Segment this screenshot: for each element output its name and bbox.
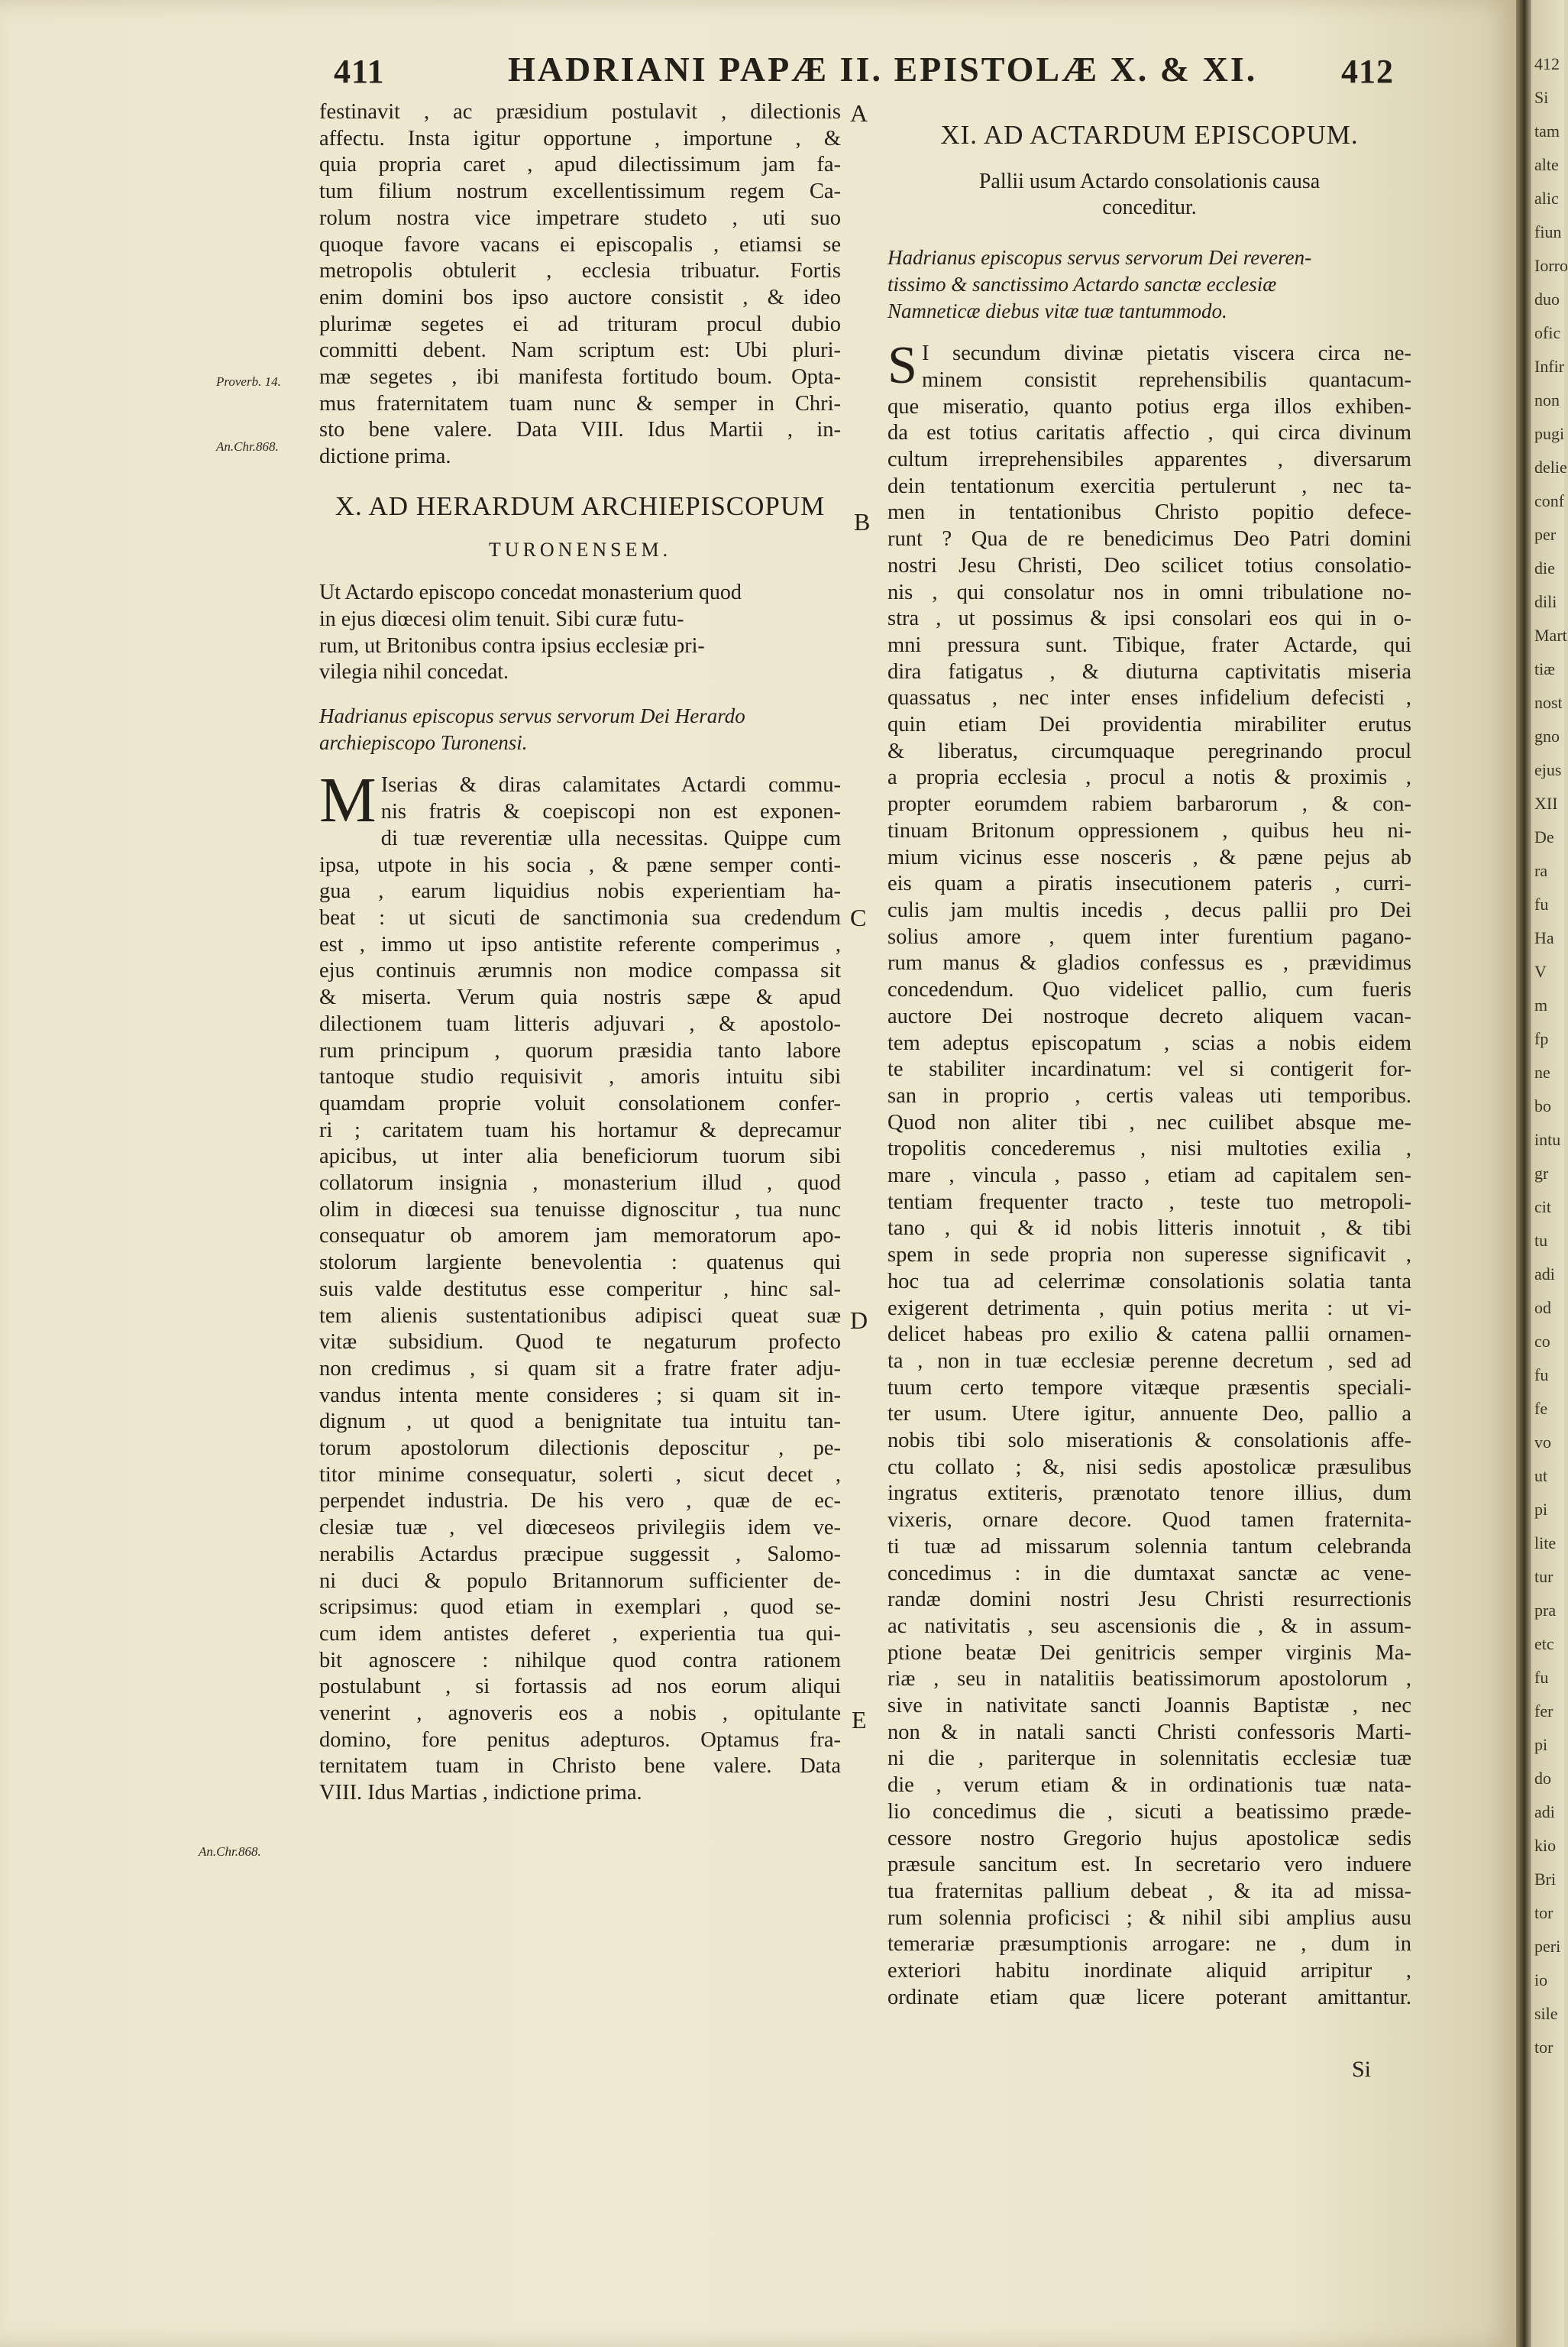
next-page-fragment: tiæ [1534, 659, 1555, 678]
next-page-fragment: sile [1534, 2004, 1558, 2023]
text-line: ejus continuis ærumnis non modice compassa sit [319, 959, 841, 983]
next-page-fragment: Iorro [1534, 256, 1568, 275]
next-page-fragment: fu [1534, 1365, 1549, 1384]
next-page-fragment: per [1534, 525, 1557, 544]
text-line: mni pressura sunt. Tibique, frater Actarde, qui [887, 633, 1411, 657]
next-page-fragment: Ha [1534, 928, 1554, 947]
text-line: mare , vincula , passo , etiam ad capitalem sen- [887, 1164, 1411, 1188]
text-line: tua fraternitas pallium debeat , & ita ad missa- [887, 1879, 1411, 1903]
next-page-fragment: gno [1534, 727, 1560, 746]
next-page-fragment: duo [1534, 290, 1560, 309]
text-line: committi debent. Nam scriptum est: Ubi pluri- [319, 338, 841, 363]
next-page-fragment: etc [1534, 1634, 1554, 1653]
text-line: vixeris, ornare decore. Quod tamen fraternita- [887, 1508, 1411, 1533]
next-page-fragment: delie [1534, 458, 1567, 477]
text-line: nis , qui consolatur nos in omni tribulatione no- [887, 580, 1411, 604]
next-page-fragment: ut [1534, 1466, 1548, 1485]
text-line: auctore Dei nostroque decreto aliquem vacan- [887, 1004, 1411, 1028]
text-line: runt ? Qua de re benedicimus Deo Patri domini [887, 527, 1411, 552]
text-line: tropolitis concederemus , nisi multoties exilia , [887, 1137, 1411, 1161]
text-line: cessore nostro Gregorio hujus apostolicæ sedis [887, 1826, 1411, 1850]
letter-x-salutation [319, 703, 841, 756]
salutation-line: Hadrianus episcopus servus servorum Dei Herardo [319, 704, 745, 728]
text-line: apicibus, ut inter alia beneficiorum tuorum sibi [319, 1144, 841, 1169]
next-page-fragment: Mart [1534, 626, 1567, 645]
left-column [319, 99, 841, 1807]
next-page-fragment: co [1534, 1332, 1550, 1351]
text-line: ri ; caritatem tuam his hortamur & deprecamur [319, 1118, 841, 1142]
text-line: eis quam a piratis insecutionem pateris , curri- [887, 872, 1411, 896]
text-line: ti tuæ ad missarum solennia tantum celebranda [887, 1534, 1411, 1559]
next-page-fragment: do [1534, 1769, 1551, 1788]
text-line: sto bene valere. Data VIII. Idus Martii , in- [319, 418, 841, 442]
next-page-edge [1531, 0, 1568, 2347]
next-page-fragment: ne [1534, 1063, 1550, 1082]
next-page-fragment: alte [1534, 155, 1559, 174]
text-line: mus fraternitatem tuam nunc & semper in Chri- [319, 391, 841, 416]
salutation-line: Namneticæ diebus vitæ tuæ tantummodo. [887, 299, 1227, 322]
next-page-fragment: De [1534, 827, 1554, 847]
text-line: tano , qui & id nobis litteris innotuit , & tibi [887, 1216, 1411, 1241]
text-line: men in tentationibus Christo popitio defece- [887, 500, 1411, 525]
text-line: postulabunt , si fortassis ad nos eorum aliqui [319, 1675, 841, 1699]
text-line: & liberatus, circumquaque peregrinando procul [887, 739, 1411, 763]
right-page-number: 412 [1341, 53, 1394, 90]
text-line: ter usum. Utere igitur, annuente Deo, pallio a [887, 1402, 1411, 1426]
letter-xi-dropcap: S [887, 336, 917, 396]
next-page-fragment: pugi [1534, 424, 1565, 443]
text-line: præsule sancitum est. In secretario vero induere [887, 1853, 1411, 1877]
text-line: stolorum largiente benevolentia : quatenus qui [319, 1251, 841, 1275]
text-line: ac nativitatis , seu ascensionis die , & in assum- [887, 1614, 1411, 1638]
text-line: minem consistit reprehensibilis quantacum- [921, 367, 1411, 392]
next-page-fragment: V [1534, 962, 1547, 981]
next-page-fragment: io [1534, 1970, 1548, 1989]
letter-xi-salutation [887, 244, 1411, 324]
text-line: a propria ecclesia , procul a notis & proximis , [887, 766, 1411, 790]
text-line: culis jam multis incedis , decus pallii pro Dei [887, 898, 1411, 922]
text-line: que miseratio, quanto potius erga illos exhiben- [887, 394, 1411, 419]
text-line: dein tentationum exercitia pertulerunt , nec ta- [887, 474, 1411, 498]
text-line: san in proprio , certis valeas uti temporibus. [887, 1083, 1411, 1108]
text-line: solius amore , quem inter furentium pagano- [887, 924, 1411, 949]
text-line: da est totius caritatis affectio , qui circa divinum [887, 421, 1411, 445]
text-line: metropolis obtulerit , ecclesia tribuatur. Fortis [319, 259, 841, 283]
text-line: ingratus extiteris, prænotato tenore illius, dum [887, 1481, 1411, 1506]
next-page-fragment: tam [1534, 121, 1560, 141]
left-page-number: 411 [334, 53, 385, 90]
letter-xi-body [887, 336, 1411, 2011]
next-page-fragment: tor [1534, 1903, 1553, 1922]
text-line: randæ domini nostri Jesu Christi resurrectionis [887, 1588, 1411, 1612]
text-line: tuum certo tempore vitæque præsentis speciali- [887, 1375, 1411, 1400]
text-line: bit agnoscere : nihilque quod contra rationem [319, 1648, 841, 1672]
text-line: scripsimus: quod etiam in exemplari , quod se- [319, 1595, 841, 1620]
text-line: tum filium nostrum excellentissimum regem Ca- [319, 180, 841, 204]
text-line: ipsa, utpote in his socia , & pæne semper conti- [319, 853, 841, 877]
text-line: non credimus , si quam sit a fratre frater adju- [319, 1356, 841, 1381]
next-page-fragment: alic [1534, 189, 1559, 208]
text-line: quoque favore vacans ei episcopalis , etiamsi se [319, 232, 841, 257]
letter-ix-ending [319, 99, 841, 471]
section-letter-e: E [852, 1706, 867, 1734]
text-line: riæ , seu in natalitiis beatissimorum apostolorum , [887, 1667, 1411, 1691]
text-line: quamdam proprie voluit consolationem confer- [319, 1091, 841, 1115]
text-line: tem alienis sustentationibus adipisci queat suæ [319, 1303, 841, 1328]
margin-note-year: An.Chr.868. [216, 439, 279, 454]
text-line: collatorum insignia , monasterium illud , quod [319, 1171, 841, 1196]
text-line: ctu collato ; &, nisi sedis apostolicæ præsulibus [887, 1455, 1411, 1479]
text-line: & miserta. Verum quia nostris sæpe & apud [319, 986, 841, 1010]
text-line: spem in sede propria non superesse significavit , [887, 1243, 1411, 1267]
text-line: temerariæ præsumptionis arrogare: ne , dum in [887, 1932, 1411, 1957]
text-line: tentiam frequenter tracto , teste tuo metropoli- [887, 1190, 1411, 1214]
text-line: affectu. Insta igitur opportune , importune , & [319, 126, 841, 151]
letter-x-heading-sub: TURONENSEM. [488, 538, 672, 561]
next-page-fragment: tu [1534, 1231, 1548, 1250]
text-line: enim domini bos ipso auctore consistit , & ideo [319, 285, 841, 309]
text-line: clesiæ tuæ , vel diœceseos privilegiis idem ve- [319, 1516, 841, 1540]
text-line: hoc tua ad celerrimæ consolationis solatia tanta [887, 1269, 1411, 1293]
catchword: Si [1352, 2057, 1372, 2082]
next-page-fragment: tor [1534, 2038, 1553, 2057]
text-line: gua , earum liquidius nobis experientiam ha- [319, 879, 841, 904]
salutation-line: Hadrianus episcopus servus servorum Dei reveren- [887, 246, 1312, 270]
text-line: dilectionem tuam litteris adjuvari , & apostolo- [319, 1012, 841, 1036]
next-page-fragment: peri [1534, 1937, 1561, 1956]
next-page-fragment: m [1534, 995, 1548, 1015]
running-header-title: HADRIANI PAPÆ II. EPISTOLÆ X. & XI. [508, 50, 1258, 89]
next-page-fragment: vo [1534, 1432, 1551, 1452]
right-column [887, 122, 1411, 2012]
next-page-fragment: fer [1534, 1701, 1553, 1721]
text-line: est , immo ut ipso antistite referente comperimus , [319, 932, 841, 957]
summary-line: in ejus diœcesi olim tenuit. Sibi curæ futu- [319, 607, 684, 631]
next-page-fragment: bo [1534, 1096, 1551, 1115]
next-page-fragment: dili [1534, 592, 1557, 611]
next-page-fragment: fiun [1534, 222, 1562, 241]
next-page-fragment: fp [1534, 1029, 1549, 1048]
next-page-fragment: ra [1534, 861, 1548, 880]
text-line: nerabilis Actardus præcipue suggessit , Salomo- [319, 1542, 841, 1566]
next-page-fragment: pi [1534, 1735, 1548, 1754]
next-page-fragment: adi [1534, 1264, 1555, 1284]
next-page-fragment: 412 [1534, 54, 1560, 73]
letter-x-body [319, 765, 841, 1806]
next-page-fragment: lite [1534, 1533, 1557, 1552]
next-page-fragment: fe [1534, 1399, 1548, 1418]
next-page-fragment: gr [1534, 1164, 1549, 1183]
text-line: die , verum etiam & in ordinationis tuæ nata- [887, 1773, 1411, 1798]
summary-line: conceditur. [1102, 196, 1197, 220]
text-line: beat : ut sicuti de sanctimonia sua credendum [319, 905, 841, 930]
text-line: cum idem antistes deferet , experientia tua qui- [319, 1621, 841, 1646]
next-page-fragment: die [1534, 558, 1555, 578]
text-line: torum apostolorum dilectionis deposcitur , pe- [319, 1436, 841, 1461]
text-line: festinavit , ac præsidium postulavit , dilectionis [319, 100, 841, 124]
text-line: concedimus : in die dumtaxat sanctæ ac vene- [887, 1561, 1411, 1585]
letter-x-dropcap: M [319, 765, 377, 837]
text-line: quin etiam Dei providentia mirabiliter erutus [887, 713, 1411, 737]
text-line: sive in nativitate sancti Joannis Baptistæ , nec [887, 1694, 1411, 1718]
letter-x-heading: X. AD HERARDUM ARCHIEPISCOPUM [335, 490, 826, 521]
section-letter-b: B [854, 508, 871, 536]
next-page-fragment: nost [1534, 693, 1563, 712]
letter-x-summary [319, 580, 841, 686]
text-line: domino, fore penitus adepturos. Optamus fra- [319, 1727, 841, 1752]
text-line: stra , ut possimus & ipsi consolari eos qui in o- [887, 607, 1411, 631]
text-line: tantoque studio requisivit , amoris intuitu sibi [319, 1065, 841, 1089]
text-line: suis valde destitutus esse comperitur , hinc sal- [319, 1277, 841, 1301]
section-letter-a: A [850, 99, 868, 127]
next-page-fragment: XII [1534, 794, 1558, 813]
text-line: propter eorumdem rabiem barbarorum , & con- [887, 792, 1411, 817]
text-line: nobis tibi solo miserationis & consolationis affe- [887, 1429, 1411, 1453]
text-line: venerint , agnoveris eos a nobis , opitulante [319, 1701, 841, 1726]
margin-note-year: An.Chr.868. [199, 1844, 261, 1859]
next-page-fragment: pi [1534, 1500, 1548, 1519]
text-line: VIII. Idus Martias , indictione prima. [319, 1781, 642, 1805]
text-line: di tuæ reverentiæ ulla necessitas. Quippe cum [380, 826, 841, 850]
text-line: exteriori habitu inordinate aliquid arripitur , [887, 1959, 1411, 1983]
summary-line: Pallii usum Actardo consolationis causa [978, 169, 1321, 193]
text-line: tinuam Britonum oppressionem , quibus heu ni- [887, 818, 1411, 843]
next-page-fragment: adi [1534, 1802, 1555, 1821]
next-page-fragment: tur [1534, 1567, 1553, 1586]
margin-note-proverb: Proverb. 14. [216, 374, 281, 389]
text-line: lio concedimus die , sicuti a beatissimo præde- [887, 1799, 1411, 1824]
text-line: rum manus & gladios confessus es , prævidimus [887, 951, 1411, 976]
text-line: rum solennia proficisci ; & nihil sibi amplius ausu [887, 1905, 1411, 1930]
text-line: te stabiliter incardinatum: vel si contigerit for- [887, 1057, 1411, 1082]
text-line: exigerent detrimenta , quin potius merita : ut vi- [887, 1296, 1411, 1320]
summary-line: vilegia nihil concedat. [319, 660, 509, 685]
letter-xi-heading: XI. AD ACTARDUM EPISCOPUM. [940, 120, 1359, 150]
text-line: ni duci & populo Britannorum sufficienter de- [319, 1568, 841, 1593]
text-line: mium vicinus esse nosceris , & pæne pejus ab [887, 845, 1411, 869]
summary-line: rum, ut Britonibus contra ipsius ecclesiæ pri- [319, 633, 705, 658]
text-line: ternitatem tuam in Christo bene valere. Data [319, 1754, 841, 1779]
next-page-fragment: cit [1534, 1197, 1551, 1216]
text-line: cultum irreprehensibiles apparentes , diversarum [887, 448, 1411, 472]
next-page-fragment: non [1534, 390, 1560, 410]
text-line: nostri Jesu Christi, Deo scilicet totius consolatio- [887, 553, 1411, 578]
text-line: ni die , pariterque in solennitatis ecclesiæ tuæ [887, 1746, 1411, 1771]
next-page-fragment: pra [1534, 1601, 1557, 1620]
text-line: vitæ subsidium. Quod te negaturum profecto [319, 1330, 841, 1355]
text-line: rolum nostra vice impetrare studeto , uti suo [319, 206, 841, 230]
next-page-fragment: conf [1534, 491, 1565, 510]
next-page-fragment: fu [1534, 1668, 1549, 1687]
text-line: quassatus , nec inter enses infidelium defecisti , [887, 686, 1411, 711]
text-line: nis fratris & coepiscopi non est exponen- [380, 800, 841, 824]
text-line: rum principum , quorum præsidia tanto labore [319, 1038, 841, 1063]
text-line: ta , non in tuæ ecclesiæ perenne decretum , sed ad [887, 1348, 1411, 1373]
text-line: quia propria caret , apud dilectissimum jam fa- [319, 153, 841, 177]
text-line: dictione prima. [319, 445, 451, 469]
salutation-line: tissimo & sanctissimo Actardo sanctæ ecclesiæ [887, 272, 1277, 296]
text-line: dira fatigatus , & diuturna captivitatis miseria [887, 659, 1411, 684]
next-page-fragment: kio [1534, 1836, 1557, 1855]
next-page-fragment: Si [1534, 88, 1549, 107]
next-page-fragment: ofic [1534, 323, 1561, 342]
summary-line: Ut Actardo episcopo concedat monasterium quod [319, 581, 742, 605]
text-line: olim in diœcesi sua tenuisse dignoscitur , tua nunc [319, 1197, 841, 1222]
next-page-fragment: fu [1534, 895, 1549, 914]
text-line: non & in natali sancti Christi confessoris Marti- [887, 1720, 1411, 1744]
text-line: concedendum. Quo videlicet pallio, cum fueris [887, 978, 1411, 1002]
text-line: dignum , ut quod a benignitate tua intuitu tan- [319, 1410, 841, 1434]
section-letter-c: C [850, 904, 867, 931]
text-line: plurimæ segetes ei ad trituram procul dubio [319, 312, 841, 336]
next-page-fragment: ejus [1534, 760, 1562, 779]
text-line: I secundum divinæ pietatis viscera circa ne- [921, 342, 1411, 366]
text-line: Iserias & diras calamitates Actardi commu- [380, 773, 841, 798]
text-line: Quod non aliter tibi , nec cuilibet absque me- [887, 1110, 1411, 1135]
salutation-line: archiepiscopo Turonensi. [319, 730, 528, 754]
letter-xi-summary [887, 169, 1411, 222]
next-page-fragment: Infir [1534, 357, 1565, 376]
text-line: perpendet industria. De his vero , quæ de ec- [319, 1489, 841, 1513]
text-line: tem adeptus episcopatum , scias a nobis eidem [887, 1031, 1411, 1055]
text-line: titor minime consequatur, solerti , sicut decet , [319, 1462, 841, 1487]
book-gutter [1516, 0, 1531, 2347]
next-page-fragment: od [1534, 1298, 1551, 1317]
section-letter-d: D [850, 1306, 868, 1334]
text-line: consequatur ob amorem jam memoratorum apo- [319, 1224, 841, 1248]
text-line: ptione beatæ Dei genitricis semper virginis Ma- [887, 1640, 1411, 1665]
next-page-fragment: Bri [1534, 1870, 1557, 1889]
text-line: mæ segetes , ibi manifesta fortitudo boum. Opta- [319, 365, 841, 390]
text-line: delicet habeas pro exilio & catena pallii ornamen- [887, 1322, 1411, 1347]
next-page-fragment: intu [1534, 1130, 1561, 1149]
text-line: ordinate etiam quæ licere poterant amittantur. [887, 1985, 1411, 2009]
text-line: vandus intenta mente consideres ; si quam sit in- [319, 1383, 841, 1407]
